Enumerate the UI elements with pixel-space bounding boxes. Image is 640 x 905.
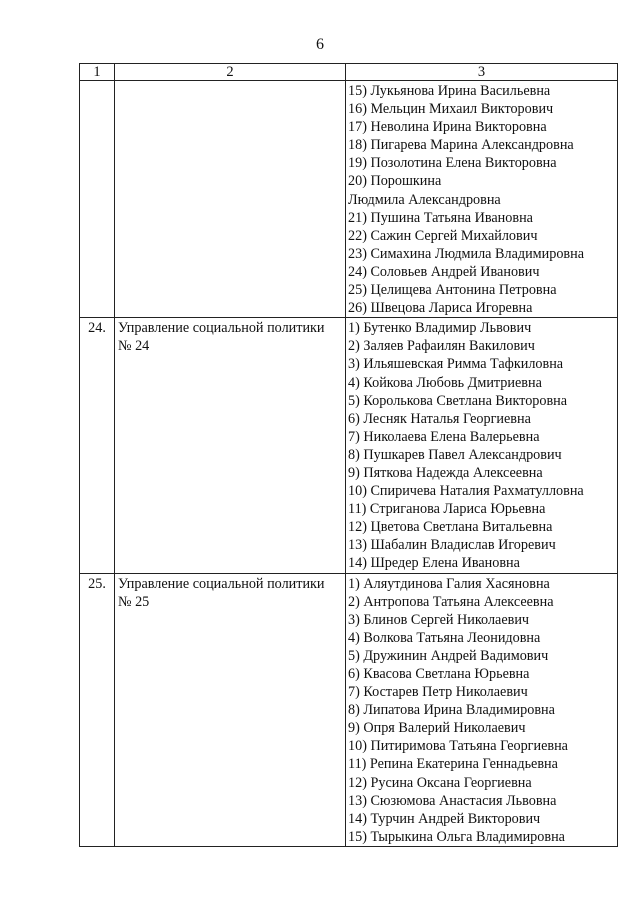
member-item: 4) Койкова Любовь Дмитриевна [348,374,542,391]
member-item: 4) Волкова Татьяна Леонидовна [348,629,541,646]
member-item: 14) Шредер Елена Ивановна [348,555,520,572]
member-item: 21) Пушина Татьяна Ивановна [348,209,533,226]
member-item: 22) Сажин Сергей Михайлович [348,227,538,244]
member-item: 18) Пигарева Марина Александровна [348,137,574,154]
member-item: 12) Цветова Светлана Витальевна [348,519,553,536]
member-item: 26) Швецова Лариса Игоревна [348,300,533,317]
header-row [80,64,618,81]
table-row [80,318,618,573]
member-item: 14) Турчин Андрей Викторович [348,810,541,827]
member-item: 9) Опря Валерий Николаевич [348,720,526,737]
member-item: 8) Пушкарев Павел Александрович [348,446,562,463]
member-item: 20) Порошкина [348,173,442,190]
member-item: 10) Спиричева Наталия Рахматулловна [348,483,584,500]
member-item: 12) Русина Оксана Георгиевна [348,774,532,791]
member-item: Людмила Александровна [348,191,501,208]
organization-cell [115,81,346,318]
commission-table [79,63,618,847]
organization-number: № 24 [118,338,150,355]
members-cell [346,318,618,573]
member-item: 2) Антропова Татьяна Алексеевна [348,593,554,610]
header-col-3: 3 [346,64,618,81]
member-item: 13) Сюзюмова Анастасия Львовна [348,792,557,809]
member-item: 17) Неволина Ирина Викторовна [348,119,547,136]
member-item: 19) Позолотина Елена Викторовна [348,155,557,172]
member-item: 2) Заляев Рафаилян Вакилович [348,338,535,355]
member-item: 23) Симахина Людмила Владимировна [348,245,585,262]
member-item: 3) Ильяшевская Римма Тафкиловна [348,356,564,373]
members-cell [346,81,618,318]
members-cell [346,573,618,846]
header-col-1: 1 [80,64,115,81]
organization-cell [115,318,346,573]
member-item: 8) Липатова Ирина Владимировна [348,702,555,719]
member-item: 15) Тырыкина Ольга Владимировна [348,828,565,845]
member-item: 3) Блинов Сергей Николаевич [348,611,530,628]
member-item: 9) Пяткова Надежда Алексеевна [348,464,543,481]
member-item: 16) Мельцин Михаил Викторович [348,101,554,118]
member-item: 6) Квасова Светлана Юрьевна [348,666,530,682]
member-item: 25) Целищева Антонина Петровна [348,282,557,299]
header-col-2: 2 [115,64,346,81]
member-item: 6) Лесняк Наталья Георгиевна [348,410,531,427]
member-item: 13) Шабалин Владислав Игоревич [348,537,556,554]
member-item: 15) Лукьянова Ирина Васильевна [348,83,551,99]
member-item: 24) Соловьев Андрей Иванович [348,263,540,280]
row-number: 25. [80,573,115,846]
organization-name: Управление социальной политики [118,320,325,337]
row-number: 24. [80,318,115,573]
member-item: 11) Стриганова Лариса Юрьевна [348,501,546,518]
member-item: 10) Питиримова Татьяна Георгиевна [348,738,568,755]
member-item: 7) Костарев Петр Николаевич [348,684,528,701]
member-item: 11) Репина Екатерина Геннадьевна [348,756,558,773]
member-item: 7) Николаева Елена Валерьевна [348,428,540,445]
organization-number: № 25 [118,593,150,610]
row-number [80,81,115,318]
table-row [80,573,618,846]
organization-name: Управление социальной политики [118,575,325,592]
member-item: 1) Бутенко Владимир Львович [348,320,532,337]
organization-cell [115,573,346,846]
member-item: 5) Королькова Светлана Викторовна [348,392,568,409]
member-item: 1) Аляутдинова Галия Хасяновна [348,575,550,592]
table-row [80,81,618,318]
page-number: 6 [316,36,324,53]
member-item: 5) Дружинин Андрей Вадимович [348,647,549,664]
